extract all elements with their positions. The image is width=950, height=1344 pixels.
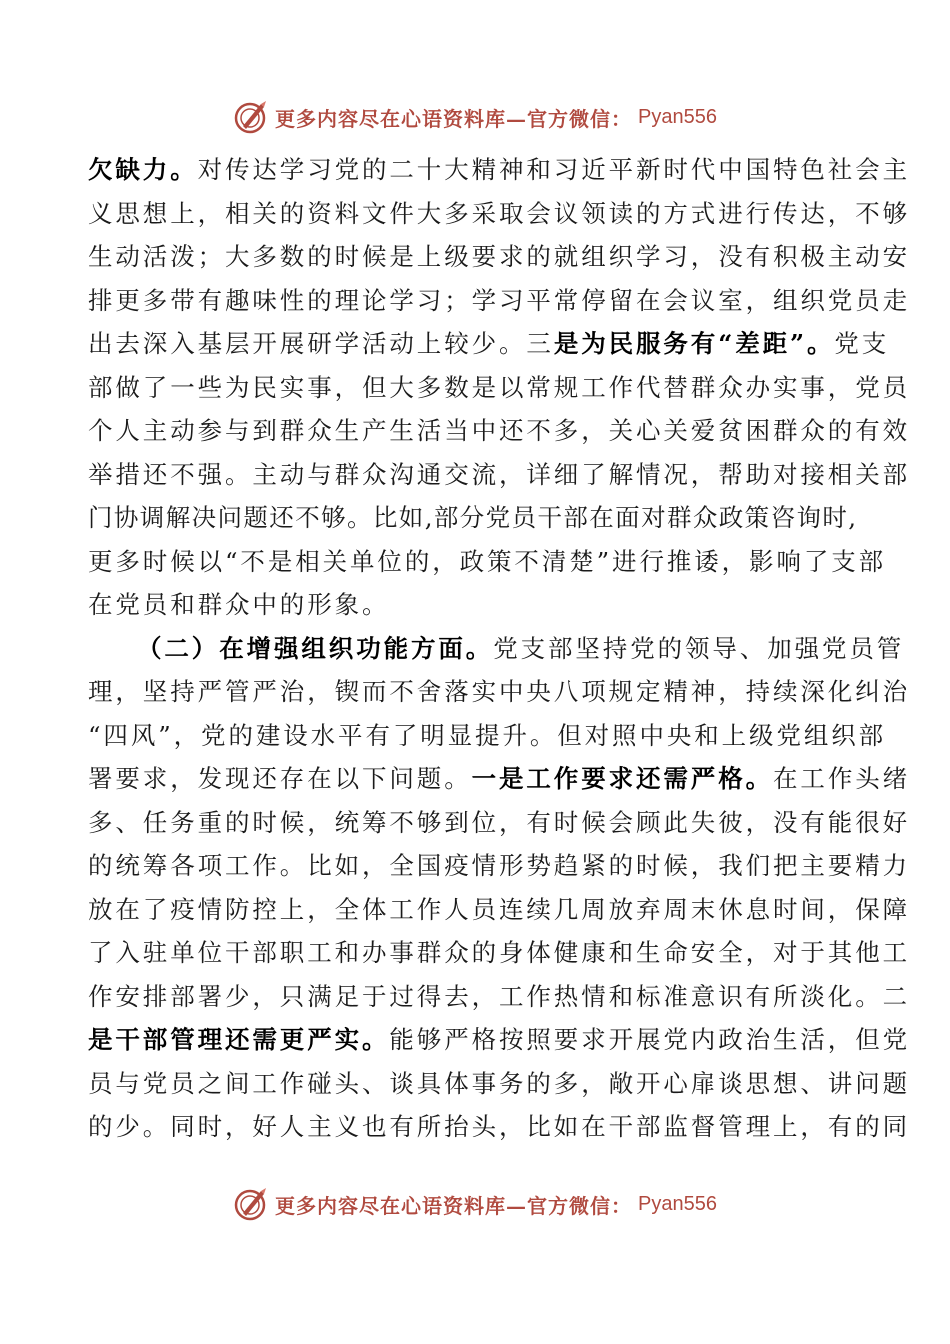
- text-line: [88, 583, 860, 627]
- pen-nib-logo-icon: [233, 1186, 269, 1222]
- text-segment: 的统筹各项工作。比如，全国疫情形势趋紧的时候，我们把主要精力: [88, 851, 910, 880]
- text-segment: 能够严格按照要求开展党内政治生活，但党: [389, 1025, 911, 1054]
- watermark-wechat-id: Pyan556: [638, 105, 717, 128]
- pen-nib-logo-icon: [233, 99, 269, 135]
- text-segment: 排更多带有趣味性的理论学习；学习平常停留在会议室，组织党员走: [88, 285, 910, 315]
- text-line: [88, 322, 890, 366]
- bold-heading-segment: 欠缺力。: [88, 155, 198, 184]
- text-segment: 党支: [834, 329, 890, 358]
- text-segment: 理，坚持严管严治，锲而不舍落实中央八项规定精神，持续深化纠治: [88, 677, 910, 706]
- bold-heading-segment: 一是工作要求还需严格。: [471, 764, 774, 793]
- watermark-text: 更多内容尽在心语资料库—官方微信：: [275, 1193, 633, 1218]
- text-line: [88, 409, 910, 453]
- text-line: [88, 453, 910, 497]
- text-segment: 多、任务重的时候，统筹不够到位，有时候会顾此失彼，没有能很好: [88, 807, 910, 837]
- text-segment: 对传达学习党的二十大精神和习近平新时代中国特色社会主: [197, 155, 911, 184]
- text-segment: 的少。同时，好人主义也有所抬头，比如在干部监督管理上，有的同: [88, 1112, 910, 1141]
- text-line: [88, 366, 910, 410]
- text-line: [88, 975, 910, 1019]
- text-segment: 了入驻单位干部职工和办事群众的身体健康和生命安全，对于其他工: [88, 938, 910, 967]
- text-segment: 生动活泼；大多数的时候是上级要求的就组织学习，没有积极主动安: [88, 242, 910, 271]
- text-line: [88, 801, 910, 845]
- text-segment: 个人主动参与到群众生产生活当中还不多，关心关爱贫困群众的有效: [88, 416, 910, 445]
- text-line: [88, 931, 910, 975]
- text-line: [88, 235, 910, 279]
- text-segment: 举措还不强。主动与群众沟通交流，详细了解情况，帮助对接相关部: [88, 459, 910, 489]
- watermark-wechat-id: Pyan556: [638, 1192, 717, 1215]
- header-watermark: [0, 93, 950, 141]
- text-segment: “四风”，党的建设水平有了明显提升。但对照中央和上级党组织部: [88, 720, 887, 750]
- document-body: [88, 148, 911, 1149]
- text-segment: 员与党员之间工作碰头、谈具体事务的多，敞开心扉谈思想、讲问题: [88, 1068, 910, 1098]
- bold-heading-segment: （二）在增强组织功能方面。: [137, 633, 494, 663]
- text-line: [88, 714, 887, 758]
- bold-heading-segment: 是为民服务有“差距”。: [553, 329, 835, 358]
- text-line: [88, 888, 910, 932]
- text-line: [88, 496, 860, 540]
- text-segment: 更多时候以“不是相关单位的，政策不清楚”进行推诿，影响了支部: [88, 546, 887, 576]
- text-line: [88, 757, 911, 801]
- text-line: [88, 627, 905, 671]
- text-segment: 出去深入基层开展研学活动上较少。三: [88, 329, 554, 358]
- text-line: [88, 1018, 911, 1062]
- text-line: [88, 670, 910, 714]
- text-segment: 党支部坚持党的领导、加强党员管: [493, 633, 905, 663]
- bold-heading-segment: 是干部管理还需更严实。: [88, 1025, 390, 1054]
- text-segment: 部做了一些为民实事，但大多数是以常规工作代替群众办实事，党员: [88, 372, 910, 402]
- text-segment: 门协调解决问题还不够。比如,部分党员干部在面对群众政策咨询时,: [88, 503, 858, 532]
- text-segment: 义思想上，相关的资料文件大多采取会议领读的方式进行传达，不够: [88, 198, 910, 228]
- watermark-text: 更多内容尽在心语资料库—官方微信：: [275, 106, 633, 131]
- text-line: [88, 192, 910, 236]
- text-line: [88, 148, 911, 192]
- footer-watermark: [0, 1180, 950, 1228]
- text-line: [88, 1062, 910, 1106]
- text-segment: 在工作头绪: [773, 764, 911, 793]
- text-line: [88, 1105, 910, 1149]
- text-segment: 署要求，发现还存在以下问题。: [88, 764, 472, 793]
- text-line: [88, 279, 910, 323]
- text-line: [88, 844, 910, 888]
- text-segment: 作安排部署少，只满足于过得去，工作热情和标准意识有所淡化。二: [88, 981, 910, 1011]
- text-segment: 放在了疫情防控上，全体工作人员连续几周放弃周末休息时间，保障: [88, 894, 910, 924]
- text-line: [88, 540, 887, 584]
- text-segment: 在党员和群众中的形象。: [88, 590, 390, 619]
